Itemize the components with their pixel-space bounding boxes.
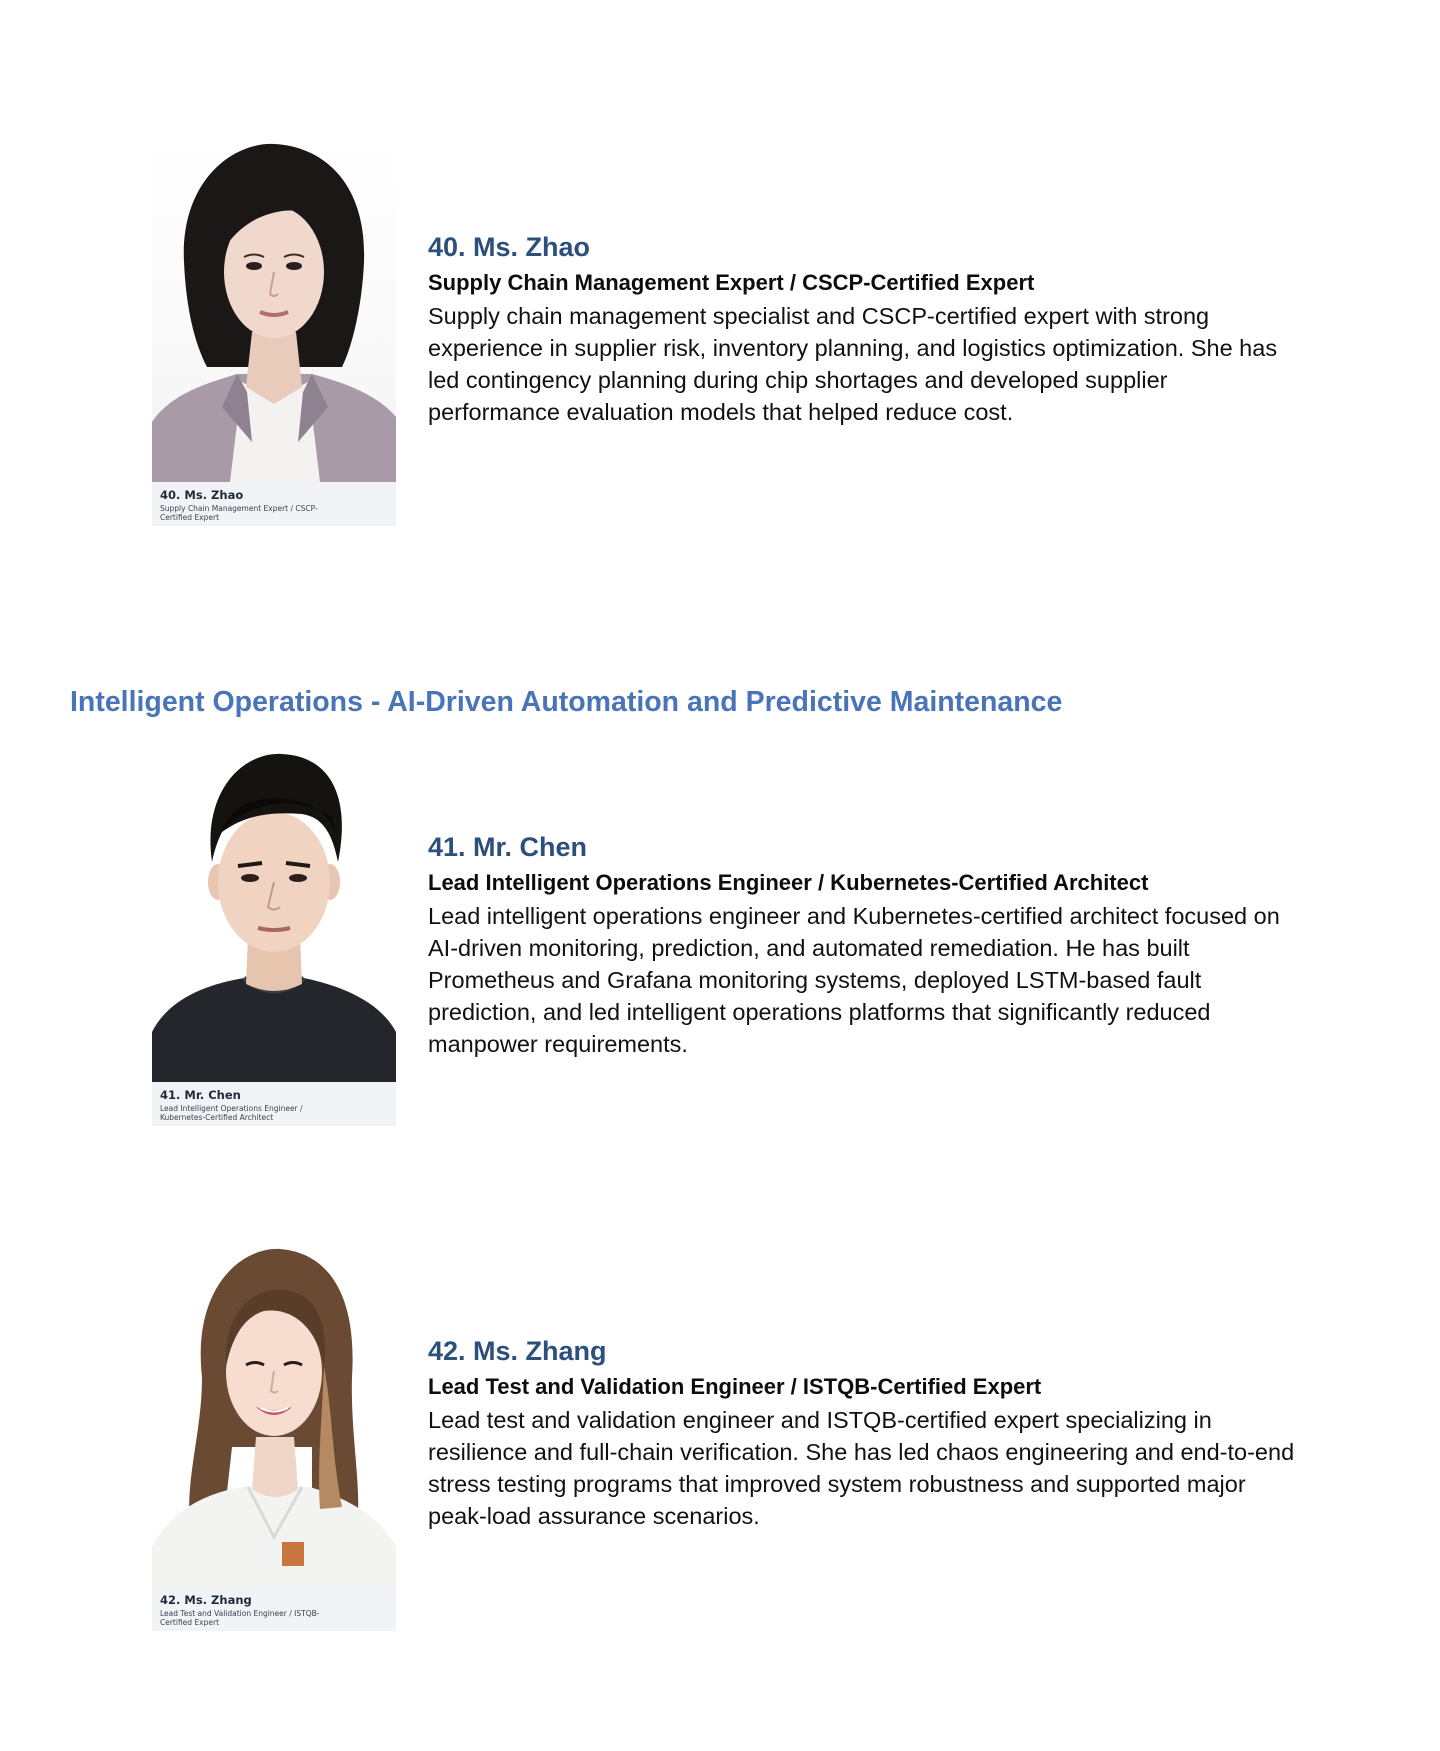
profile-bio: Supply chain management specialist and CSCP-certified expert with strong experience in supplier risk, inventory planning, and logistics optimization. She has led contingency planning during chip shortages and developed supplier performance evaluation models that helped reduce cost. — [428, 303, 1278, 425]
photo-caption — [152, 1587, 396, 1631]
profile-details-zhang — [428, 1334, 1308, 1532]
section-heading: Intelligent Operations - AI-Driven Automation and Predictive Maintenance — [70, 686, 1063, 718]
caption-role: Lead Intelligent Operations Engineer / Kubernetes-Certified Architect — [160, 1104, 303, 1122]
profile-name: 40. Ms. Zhao — [428, 232, 591, 262]
portrait-image — [152, 142, 396, 482]
caption-role: Lead Test and Validation Engineer / ISTQB-Certified Expert — [160, 1609, 320, 1627]
profile-photo-zhang — [152, 1247, 396, 1631]
profile-photo-chen — [152, 742, 396, 1126]
photo-caption — [152, 1082, 396, 1126]
caption-name: 42. Ms. Zhang — [160, 1593, 252, 1607]
caption-role: Supply Chain Management Expert / CSCP-Certified Expert — [160, 504, 318, 522]
profile-bio: Lead test and validation engineer and ISTQB-certified expert specializing in resilience and full-chain verification. She has led chaos engineering and end-to-end stress testing programs that improved system robustness and supported major peak-load assurance scenarios. — [428, 1407, 1295, 1529]
caption-name: 40. Ms. Zhao — [160, 488, 244, 502]
profile-name: 41. Mr. Chen — [428, 832, 588, 862]
portrait-image — [152, 742, 396, 1082]
profile-title: Lead Intelligent Operations Engineer / Kubernetes-Certified Architect — [428, 870, 1149, 895]
profile-name: 42. Ms. Zhang — [428, 1336, 607, 1366]
profile-details-zhao — [428, 230, 1308, 428]
profile-photo-zhao — [152, 142, 396, 526]
profile-title: Lead Test and Validation Engineer / ISTQB-Certified Expert — [428, 1374, 1042, 1399]
caption-name: 41. Mr. Chen — [160, 1088, 241, 1102]
profile-details-chen — [428, 830, 1308, 1060]
profile-title: Supply Chain Management Expert / CSCP-Certified Expert — [428, 270, 1035, 295]
photo-caption — [152, 482, 396, 526]
portrait-image — [152, 1247, 396, 1587]
profile-bio: Lead intelligent operations engineer and Kubernetes-certified architect focused on AI-driven monitoring, prediction, and automated remediation. He has built Prometheus and Grafana monitoring systems, deployed LSTM-based fault prediction, and led intelligent operations platforms that significantly reduced manpower requirements. — [428, 903, 1280, 1057]
